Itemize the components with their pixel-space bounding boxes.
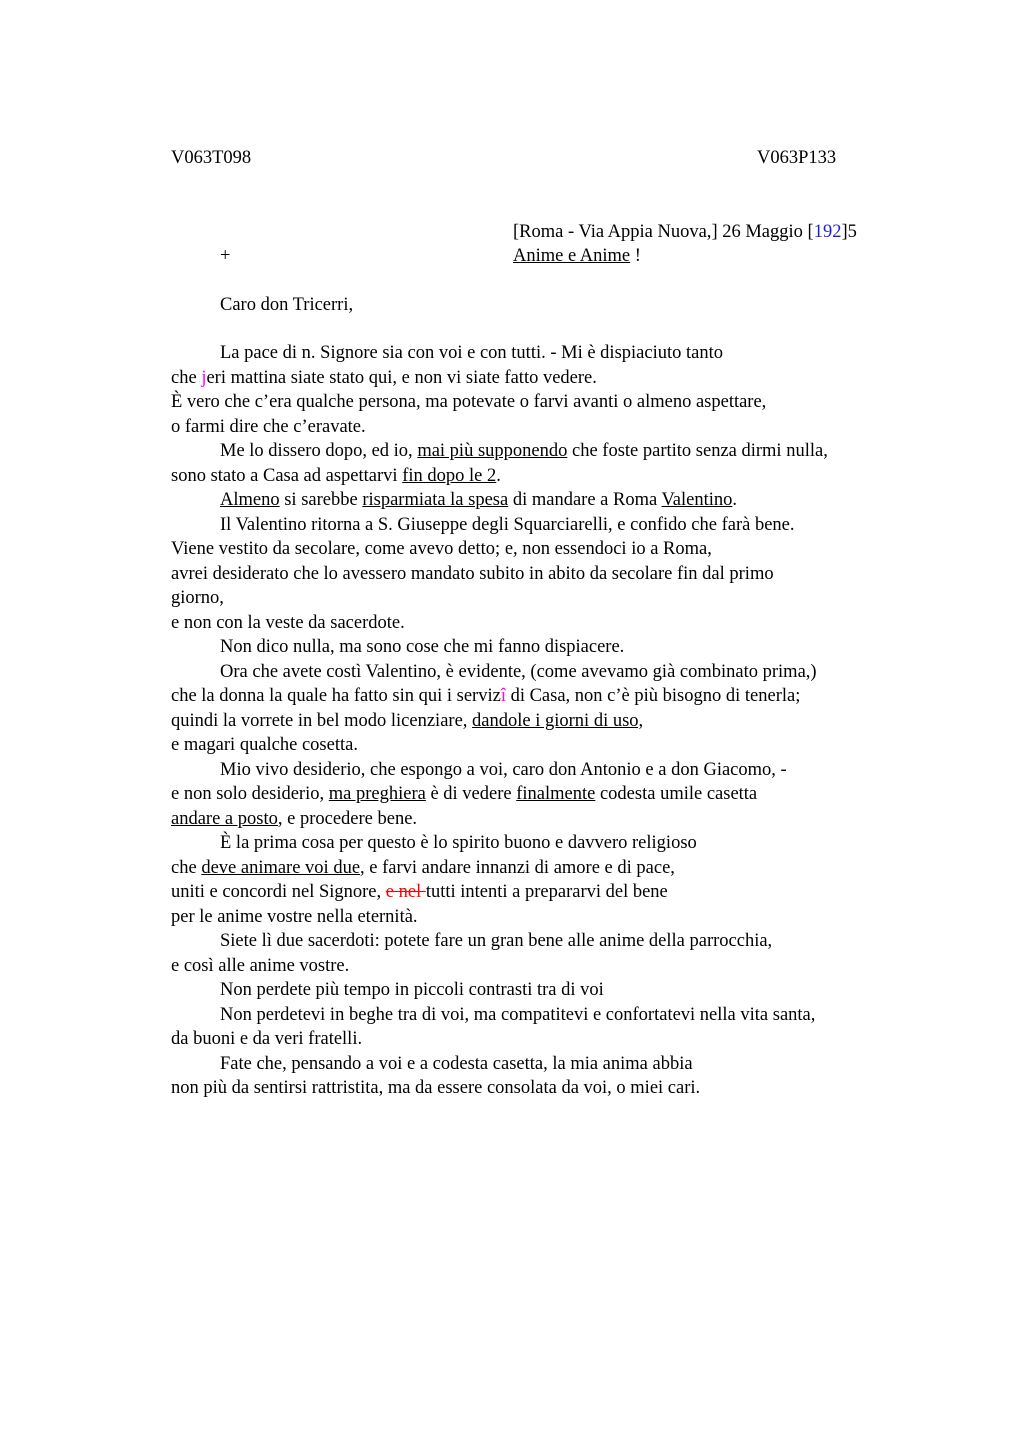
text-segment: Il Valentino ritorna a S. Giuseppe degli Squarciarelli, e confido che farà bene.: [220, 514, 795, 535]
letter-line: [171, 611, 991, 636]
text-segment: Viene vestito da secolare, come avevo detto; e, non essendoci io a Roma,: [171, 539, 712, 559]
letter-line: [171, 880, 991, 905]
text-segment: Non perdete più tempo in piccoli contrasti tra di voi: [220, 980, 604, 1000]
underlined-text: fin dopo le 2: [402, 465, 497, 486]
text-segment: codesta umile casetta: [595, 784, 758, 804]
underlined-text: andare a posto: [171, 808, 278, 829]
letter-body: [171, 341, 991, 1101]
underlined-text: ma preghiera: [328, 784, 426, 804]
underlined-text: Valentino: [661, 490, 733, 510]
text-segment: Non dico nulla, ma sono cose che mi fanno dispiacere.: [220, 637, 625, 657]
text-segment: che foste partito senza dirmi nulla,: [567, 441, 828, 461]
text-segment: da buoni e da veri fratelli.: [171, 1029, 363, 1049]
text-segment: sono stato a Casa ad aspettarvi: [171, 465, 403, 486]
document-code-right: V063P133: [757, 148, 837, 168]
text-segment: si sarebbe: [279, 490, 363, 510]
text-segment: che: [171, 857, 202, 878]
text-segment: È la prima cosa per questo è lo spirito buono e davvero religioso: [220, 833, 697, 853]
text-segment: , e farvi andare innanzi di amore e di pace,: [360, 857, 675, 878]
dateline: [513, 220, 857, 244]
text-segment: di mandare a Roma: [508, 490, 662, 510]
letter-line: [171, 954, 991, 979]
letter-line: [171, 390, 991, 415]
struck-through-text: e nel: [385, 882, 426, 902]
text-segment: .: [496, 465, 501, 486]
letter-line: [171, 537, 991, 562]
letter-line: [171, 709, 991, 734]
letter-line: [171, 415, 991, 440]
text-segment: giorno,: [171, 588, 224, 608]
letter-line: [171, 929, 991, 954]
text-segment: È vero che c’era qualche persona, ma potevate o farvi avanti o almeno aspettare,: [171, 392, 767, 412]
text-segment: Non perdetevi in beghe tra di voi, ma compatitevi e confortatevi nella vita santa,: [220, 1004, 816, 1025]
letter-line: [171, 684, 991, 709]
dateline-year-inserted: 192: [813, 222, 842, 242]
letter-line: [171, 758, 991, 783]
text-segment: Me lo dissero dopo, ed io,: [220, 441, 418, 461]
letter-line: [171, 831, 991, 856]
text-segment: , e procedere bene.: [277, 808, 418, 829]
letter-line: [171, 905, 991, 930]
letter-line: [171, 464, 991, 489]
dateline-year-bracket-open: [: [807, 222, 814, 242]
text-segment: .: [732, 490, 738, 510]
text-segment: tutti intenti a prepararvi del bene: [425, 882, 668, 902]
text-segment: e magari qualche cosetta.: [171, 735, 358, 755]
letter-line: [171, 488, 991, 513]
underlined-text: Almeno: [220, 490, 280, 510]
letter-line: [171, 1027, 991, 1052]
text-segment: o farmi dire che c’eravate.: [171, 416, 366, 437]
editorial-correction: j: [201, 367, 207, 388]
text-segment: Ora che avete costì Valentino, è evidente, (come avevamo già combinato prima,): [220, 661, 817, 682]
text-segment: di Casa, non c’è più bisogno di tenerla;: [505, 686, 801, 706]
text-segment: è di vedere: [425, 784, 517, 804]
dateline-bracket-open: [: [513, 222, 520, 242]
text-segment: quindi la vorrete in bel modo licenziare,: [171, 710, 473, 731]
letter-line: [171, 366, 991, 391]
letter-line: [171, 782, 991, 807]
text-segment: Mio vivo desiderio, che espongo a voi, caro don Antonio e a don Giacomo, -: [220, 759, 787, 780]
dateline-bracket-close: ]: [711, 222, 718, 242]
motto-suffix: !: [630, 246, 641, 266]
text-segment: eri mattina siate stato qui, e non vi siate fatto vedere.: [206, 367, 597, 388]
letter-line: [171, 660, 991, 685]
text-segment: Siete lì due sacerdoti: potete fare un gran bene alle anime della parrocchia,: [220, 931, 773, 951]
text-segment: che la donna la quale ha fatto sin qui i serviz: [171, 686, 501, 706]
document-code-left: V063T098: [171, 148, 252, 168]
text-segment: e non con la veste da sacerdote.: [171, 612, 405, 633]
letter-line: [171, 439, 991, 464]
dateline-year-bracket-close: ]: [841, 222, 848, 242]
text-segment: e così alle anime vostre.: [171, 955, 350, 976]
text-segment: per le anime vostre nella eternità.: [171, 906, 418, 927]
cross-symbol: +: [220, 246, 231, 266]
underlined-text: risparmiata la spesa: [362, 490, 509, 510]
letter-line: [171, 1076, 991, 1101]
text-segment: uniti e concordi nel Signore,: [171, 882, 386, 902]
salutation: Caro don Tricerri,: [220, 295, 354, 315]
text-segment: e non solo desiderio,: [171, 784, 329, 804]
letter-line: [171, 733, 991, 758]
underlined-text: deve animare voi due: [201, 857, 361, 878]
letter-line: [171, 513, 991, 538]
letter-line: [171, 978, 991, 1003]
underlined-text: mai più supponendo: [417, 441, 568, 461]
letter-line: [171, 1052, 991, 1077]
dateline-day-month: 26 Maggio: [717, 222, 808, 242]
letter-line: [171, 635, 991, 660]
text-segment: avrei desiderato che lo avessero mandato subito in abito da secolare fin dal primo: [171, 563, 774, 584]
text-segment: Fate che, pensando a voi e a codesta casetta, la mia anima abbia: [220, 1053, 693, 1074]
letter-line: [171, 856, 991, 881]
underlined-text: dandole i giorni di uso,: [472, 710, 644, 731]
editorial-correction: î: [500, 686, 506, 706]
text-segment: che: [171, 367, 202, 388]
letter-line: [171, 562, 991, 587]
underlined-text: finalmente: [516, 784, 596, 804]
letter-line: [171, 341, 991, 366]
text-segment: La pace di n. Signore sia con voi e con tutti. - Mi è dispiaciuto tanto: [220, 343, 723, 363]
text-segment: non più da sentirsi rattristita, ma da essere consolata da voi, o miei cari.: [171, 1078, 701, 1098]
motto-text: Anime e Anime: [513, 246, 631, 266]
letter-line: [171, 807, 991, 832]
letter-line: [171, 586, 991, 611]
dateline-place: Roma - Via Appia Nuova,: [519, 222, 712, 242]
dateline-year-end: 5: [847, 222, 857, 242]
motto: [513, 244, 641, 268]
letter-line: [171, 1003, 991, 1028]
